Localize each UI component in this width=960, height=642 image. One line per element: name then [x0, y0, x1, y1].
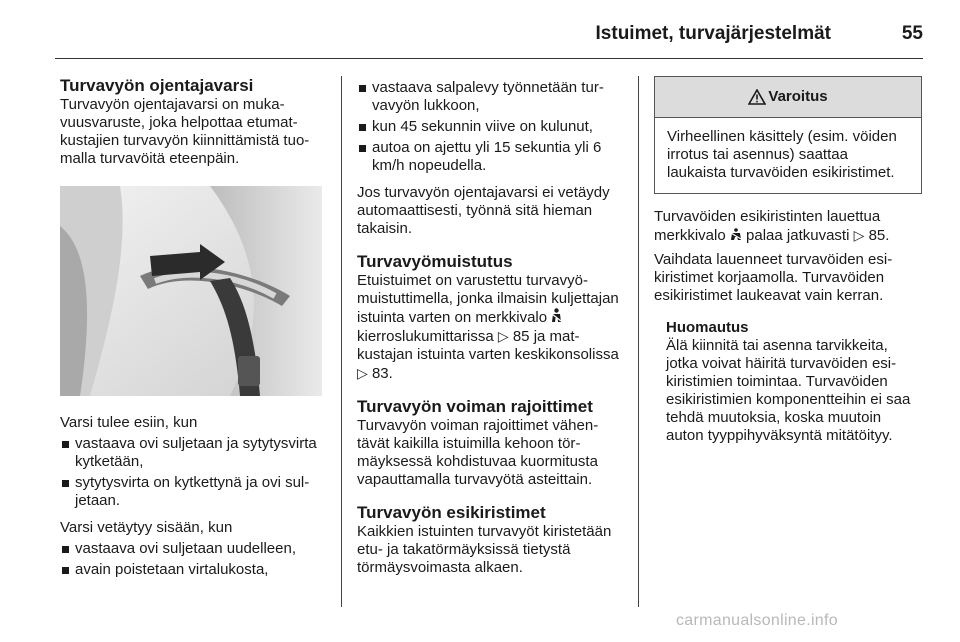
reminder-paragraph: Etuistuimet on varustettu turvavyömuistuttimella, jonka ilmaisin kuljettajan istuinta varten on merkkivalo kierroslukumittarissa ▷ 85 ja matkustajan istuinta varten keskikonsolissa ▷ 83. — [357, 272, 619, 382]
pretensioner-paragraph: Kaikkien istuinten turvavyöt kiristetään etu- ja takatörmäyksissä tietystä törmäysvoimasta alkaen. — [357, 523, 612, 576]
limiter-paragraph: Turvavyön voiman rajoittimet vähentävät kaikilla istuimilla kehoon törmäyksessä kohdistuvaa kuormitusta vapauttamalla turvavyötä asteittain. — [357, 417, 599, 488]
extends-intro: Varsi tulee esiin, kun — [60, 414, 198, 431]
list-item: sytytysvirta on kytkettynä ja ovi suljetaan. — [60, 474, 328, 510]
section-heading-pretensioners: Turvavyön esikiristimet — [357, 503, 546, 522]
list-item: kun 45 sekunnin viive on kulunut, — [357, 118, 623, 136]
warning-title: Varoitus — [768, 88, 828, 105]
column-1 — [60, 76, 328, 582]
page-reference-icon: ▷ — [853, 227, 865, 243]
list-item: vastaava ovi suljetaan uudelleen, — [60, 540, 328, 558]
section-heading-belt-reminder: Turvavyömuistutus — [357, 252, 513, 271]
warning-text: Virheellinen käsittely (esim. vöiden irrotus tai asennus) saattaa laukaista turvavöiden esikiristimet. — [667, 128, 897, 181]
warning-triangle-icon — [748, 89, 766, 105]
list-item: autoa on ajettu yli 15 sekuntia yli 6 km/h nopeudella. — [357, 139, 623, 175]
note-block — [654, 319, 922, 445]
retracts-list — [60, 540, 328, 579]
column-divider — [638, 76, 639, 607]
page-number: 55 — [901, 23, 923, 44]
intro-paragraph: Turvavyön ojentajavarsi on mukavuusvaruste, joka helpottaa etumatkustajien turvavyön kiinnittämistä tuomalla turvavöitä eteenpäin. — [60, 96, 310, 167]
list-item: vastaava salpalevy työnnetään turvavyön lukkoon, — [357, 79, 623, 115]
page-reference-icon: ▷ — [357, 365, 368, 381]
note-text: Älä kiinnitä tai asenna tarvikkeita, jotka voivat häiritä turvavöiden esikiristimien toimintaa. Turvavöiden esikiristimien komponentteihin ei saa tehdä muutoksia, koska muutoin auton tyyppihyväksyntä mitätöityy. — [666, 337, 911, 444]
page-header — [55, 18, 923, 59]
note-title: Huomautus — [666, 319, 749, 336]
list-item: vastaava ovi suljetaan ja sytytysvirta kytketään, — [60, 435, 328, 471]
column-divider — [341, 76, 342, 607]
page-reference[interactable]: 83. — [371, 365, 393, 382]
page-reference-icon: ▷ — [497, 328, 509, 344]
section-heading-force-limiters: Turvavyön voiman rajoittimet — [357, 397, 593, 416]
push-back-paragraph: Jos turvavyön ojentajavarsi ei vetäydy automaattisesti, työnnä sitä hieman takaisin. — [357, 184, 610, 237]
page-reference[interactable]: 85 — [512, 328, 530, 345]
page-reference[interactable]: 85. — [868, 227, 890, 244]
replace-pretensioners-paragraph: Vaihdata lauenneet turvavöiden esikiristimet korjaamolla. Turvavöiden esikiristimet laukeavat vain kerran. — [654, 251, 893, 304]
seat-belt-warning-icon — [551, 308, 562, 324]
column-3 — [654, 76, 922, 445]
pretensioner-light-paragraph: Turvavöiden esikiristinten lauettua merkkivalo palaa jatkuvasti ▷ 85. — [654, 208, 890, 244]
warning-box — [654, 76, 922, 194]
extends-list — [60, 435, 328, 510]
seat-belt-extender-photo — [60, 186, 322, 396]
warning-header — [655, 77, 921, 118]
page-title: Istuimet, turvajärjestelmät — [595, 23, 831, 44]
list-item: avain poistetaan virtalukosta, — [60, 561, 328, 579]
column-2 — [357, 76, 623, 577]
retracts-intro: Varsi vetäytyy sisään, kun — [60, 519, 233, 536]
watermark: carmanualsonline.info — [676, 612, 838, 629]
seat-belt-warning-icon — [730, 228, 742, 242]
section-heading-belt-extender: Turvavyön ojentajavarsi — [60, 76, 254, 95]
retracts-list-continued — [357, 79, 623, 175]
